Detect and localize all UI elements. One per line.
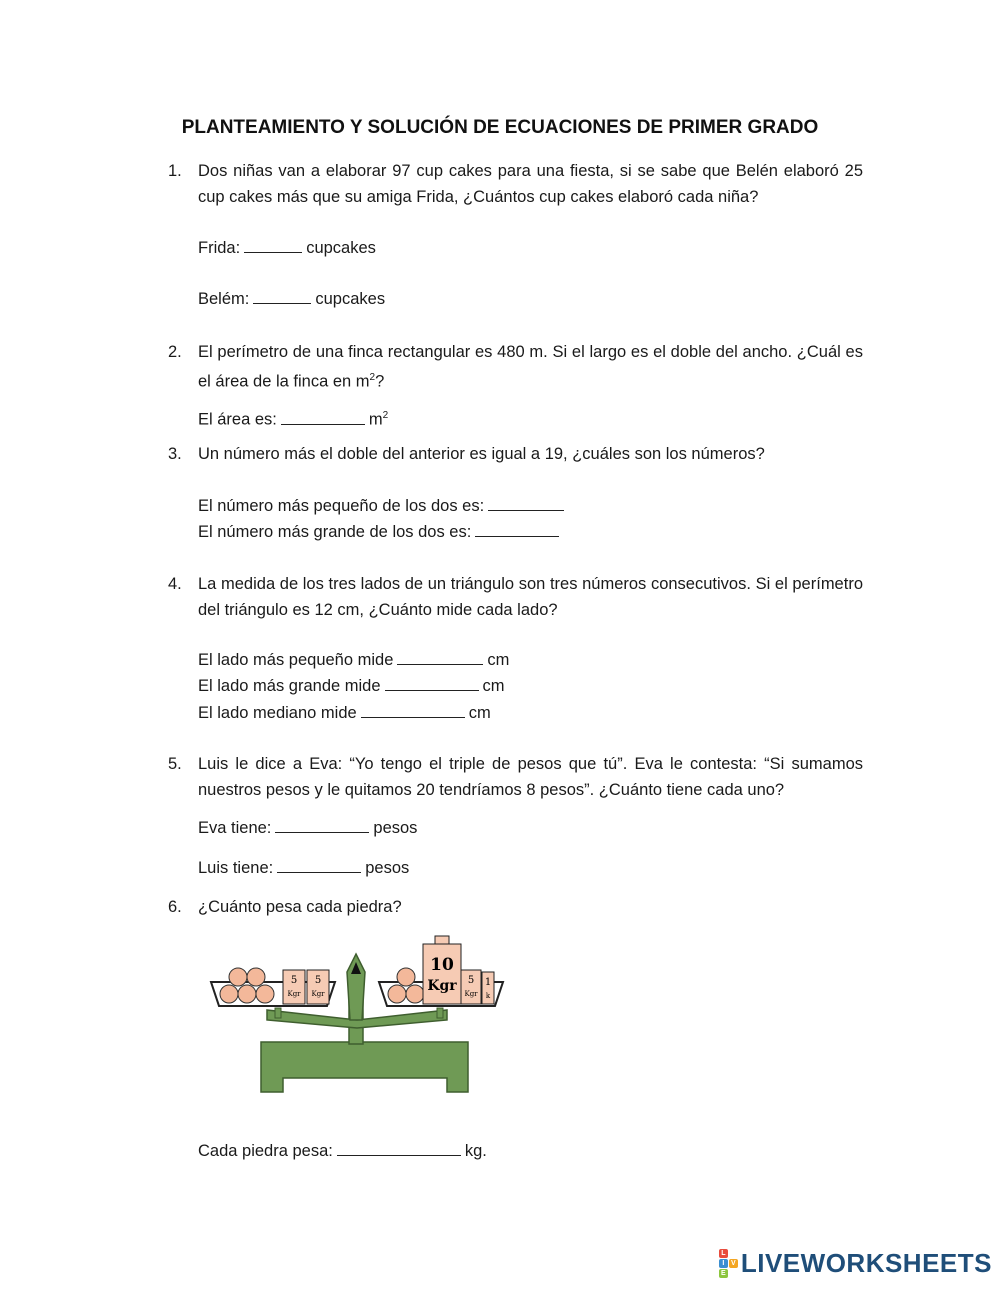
luis-unit: pesos <box>365 859 410 877</box>
big-side-blank[interactable] <box>385 674 479 691</box>
question-number: 5. <box>168 755 182 773</box>
weight-label: 5 <box>314 975 322 986</box>
question-text: Luis le dice a Eva: “Yo tengo el triple de pesos que tú”. Eva le contesta: “Si sumamos nuestros pesos y le quitamos 20 tendríamos 8 pesos”. ¿Cuánto tiene cada uno? <box>198 755 863 799</box>
weight-label: 10 <box>430 955 454 975</box>
right-weight-5 <box>461 970 481 1004</box>
answer-line-big-number <box>198 519 563 545</box>
small-side-label: El lado más pequeño mide <box>198 651 394 669</box>
eva-blank[interactable] <box>275 816 369 833</box>
mid-side-unit: cm <box>468 704 491 722</box>
question-number: 6. <box>168 898 182 916</box>
frida-label: Frida: <box>198 239 241 257</box>
big-side-unit: cm <box>482 677 505 695</box>
question-number: 4. <box>168 575 182 593</box>
answer-line-area <box>198 403 388 433</box>
stone-label: Cada piedra pesa: <box>198 1142 333 1160</box>
weight-label: 5 <box>467 975 475 986</box>
answer-line-mid-side <box>198 700 491 726</box>
weight-label: 1 <box>484 977 492 988</box>
question-text: Dos niñas van a elaborar 97 cup cakes para una fiesta, si se sabe que Belén elaboró 25 cup cakes más que su amiga Frida, ¿Cuántos cup cakes elaboró cada niña? <box>198 162 863 206</box>
frida-blank[interactable] <box>244 236 302 253</box>
small-number-blank[interactable] <box>488 494 564 511</box>
question-number: 3. <box>168 445 182 463</box>
question-text: La medida de los tres lados de un triángulo son tres números consecutivos. Si el perímetro del triángulo es 12 cm, ¿Cuánto mide cada lado? <box>198 575 863 619</box>
small-side-unit: cm <box>487 651 510 669</box>
luis-blank[interactable] <box>277 856 361 873</box>
area-unit: m <box>368 410 383 429</box>
question-text: Un número más el doble del anterior es igual a 19, ¿cuáles son los números? <box>198 445 765 463</box>
stone-blank[interactable] <box>337 1139 461 1156</box>
right-weight-1 <box>482 972 494 1004</box>
logo-mark-icon: L I V E <box>719 1249 738 1278</box>
question-number: 1. <box>168 162 182 180</box>
mid-side-label: El lado mediano mide <box>198 704 357 722</box>
logo-text: LIVEWORKSHEETS <box>740 1247 992 1278</box>
big-side-label: El lado más grande mide <box>198 677 381 695</box>
big-number-blank[interactable] <box>475 520 559 537</box>
left-weight-1 <box>283 970 305 1004</box>
question-number: 2. <box>168 343 182 361</box>
question-5 <box>168 751 863 803</box>
area-blank[interactable] <box>281 408 365 425</box>
answer-line-big-side <box>198 673 505 699</box>
answer-line-eva <box>198 815 417 841</box>
weight-label: 5 <box>290 975 298 986</box>
question-text: ¿Cuánto pesa cada piedra? <box>198 898 402 916</box>
question-2 <box>168 339 863 395</box>
answer-line-frida <box>198 235 376 261</box>
area-label: El área es: <box>198 410 277 429</box>
answer-line-small-number <box>198 493 568 519</box>
answer-line-stone <box>198 1138 487 1164</box>
mid-side-blank[interactable] <box>361 701 465 718</box>
balance-scale-illustration <box>197 920 519 1110</box>
left-weight-2 <box>307 970 329 1004</box>
big-number-label: El número más grande de los dos es: <box>198 523 472 541</box>
right-weight-10 <box>423 936 461 1004</box>
question-1 <box>168 158 863 210</box>
luis-label: Luis tiene: <box>198 859 274 877</box>
answer-line-luis <box>198 855 409 881</box>
question-text: El perímetro de una finca rectangular es 480 m. Si el largo es el doble del ancho. ¿Cuál es el área de la finca en $m^2$? <box>198 343 863 391</box>
belem-label: Belém: <box>198 290 250 308</box>
weight-unit: Kgr <box>287 990 301 998</box>
eva-unit: pesos <box>373 819 418 837</box>
area-sup: 2 <box>382 410 389 421</box>
question-6 <box>168 894 863 920</box>
answer-line-belem <box>198 286 385 312</box>
eva-label: Eva tiene: <box>198 819 272 837</box>
weight-unit: Kgr <box>311 990 325 998</box>
belem-blank[interactable] <box>253 287 311 304</box>
weight-unit: k <box>485 992 491 1000</box>
stone-unit: kg. <box>464 1142 487 1160</box>
question-4 <box>168 571 863 623</box>
belem-unit: cupcakes <box>315 290 386 308</box>
page-title: PLANTEAMIENTO Y SOLUCIÓN DE ECUACIONES DE PRIMER GRADO <box>181 117 819 138</box>
answer-line-small-side <box>198 647 509 673</box>
small-side-blank[interactable] <box>397 648 483 665</box>
liveworksheets-logo <box>719 1243 992 1283</box>
weight-unit: Kgr <box>464 990 478 998</box>
frida-unit: cupcakes <box>306 239 376 257</box>
question-3 <box>168 441 863 467</box>
small-number-label: El número más pequeño de los dos es: <box>198 497 485 515</box>
weight-unit: Kgr <box>427 978 457 994</box>
